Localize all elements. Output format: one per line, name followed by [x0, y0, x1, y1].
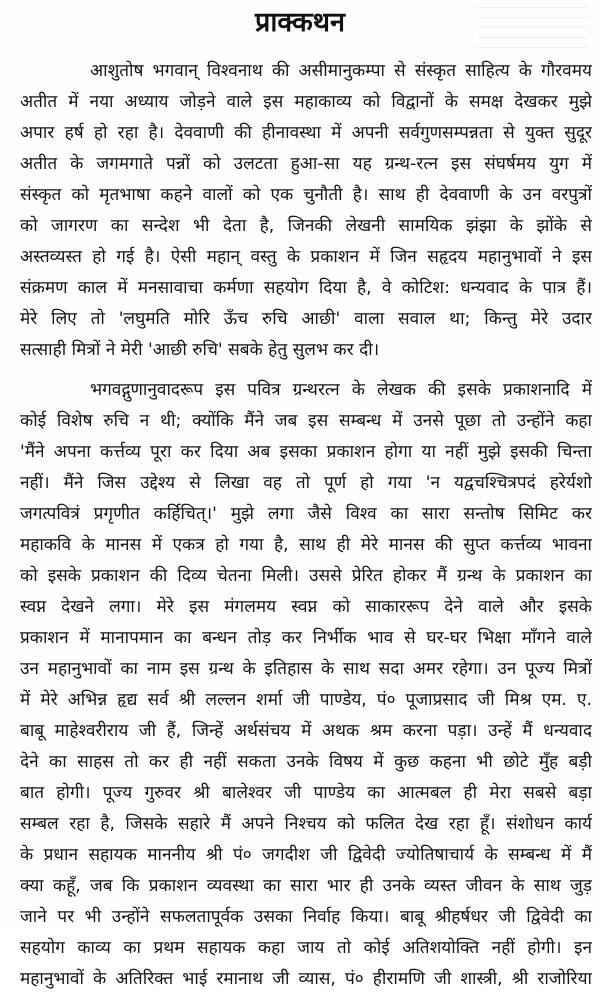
text-line: बात होगी। पूज्य गुरुवर श्री बालेश्वर जी पाण्डेय का आत्मबल ही मेरा सबसे बड़ा	[20, 783, 592, 803]
text-line: अस्तव्यस्त हो गई है। ऐसी महान् वस्तु के प्रकाशन में जिन सहृदय महानुभावों ने इस	[20, 247, 592, 267]
text-line: महाकवि के मानस में एकत्र हो गया है, साथ ही मेरे मानस की सुप्त कर्त्तव्य भावना	[20, 535, 592, 555]
text-line: जाने पर भी उन्होंने सफलतापूर्वक उसका निर्वाह किया। बाबू श्रीहर्षधर जी द्विवेदी का	[20, 907, 592, 927]
text-line: प्रकाशन में मानापमान का बन्धन तोड़ कर निर्भीक भाव से घर-घर भिक्षा माँगने वाले	[20, 628, 592, 648]
paragraph-gap	[20, 366, 592, 375]
text-line: संस्कृत को मृतभाषा कहने वालों को एक चुनौती है। साथ ही देववाणी के उन वरपुत्रों	[20, 185, 592, 205]
text-line: जगत्पवित्रं प्रगृणीत कर्हिचित्।' मुझे लगा जैसे विश्व का सारा सन्तोष सिमिट कर	[20, 504, 592, 524]
text-line: महानुभावों के अतिरिक्त भाई रमानाथ जी व्यास, पं० हीरामणि जी शास्त्री, श्री राजोरिया	[20, 969, 592, 989]
text-line: क्या कहूँ, जब कि प्रकाशन व्यवस्था का सारा भार ही उनके व्यस्त जीवन के साथ जुड़	[20, 876, 592, 896]
body-text	[20, 56, 592, 995]
text-line: सहयोग काव्य का प्रथम सहायक कहा जाय तो कोई अतिशयोक्ति नहीं होगी। इन	[20, 938, 592, 958]
text-line: अतीत के जगमगाते पन्नों को उलटता हुआ-सा यह ग्रन्थ-रत्न इस संघर्षमय युग में	[20, 154, 592, 174]
text-line: 'मैंने अपना कर्त्तव्य पूरा कर दिया अब इसका प्रकाशन होगा या नहीं मुझे इसकी चिन्ता	[20, 442, 592, 462]
text-line: भगवद्गुणानुवादरूप इस पवित्र ग्रन्थरत्न के लेखक की इसके प्रकाशनादि में	[90, 380, 592, 400]
text-line: मेरे लिए तो 'लघुमति मोरि ऊँच रुचि आछी' वाला सवाल था; किन्तु मेरे उदार	[20, 309, 592, 329]
text-line: सत्साही मित्रों ने मेरी 'आछी रुचि' सबके हेतु सुलभ कर दी।	[20, 340, 380, 360]
text-line: को जागरण का सन्देश भी देता है, जिनकी लेखनी सामयिक झंझा के झोंके से	[20, 216, 592, 236]
text-line: स्वप्न देखने लगा। मेरे इस मंगलमय स्वप्न को साकाररूप देने वाले और इसके	[20, 597, 592, 617]
text-line: अपार हर्ष हो रहा है। देववाणी की हीनावस्था में अपनी सर्वगुणसम्पन्नता से युक्त सुदूर	[20, 123, 592, 143]
text-line: के प्रधान सहायक माननीय श्री पं० जगदीश जी द्विवेदी ज्योतिषाचार्य के सम्बन्ध में मैं	[20, 845, 592, 865]
text-line: उन महानुभावों का नाम इस ग्रन्थ के इतिहास के साथ सदा अमर रहेगा। उन पूज्य मित्रों	[20, 659, 592, 679]
text-line: नहीं। मैंने जिस उद्देश्य से लिखा वह तो पूर्ण हो गया 'न यद्वचश्चित्रपदं हरेर्यशो	[20, 473, 592, 493]
text-line: संक्रमण काल में मनसावाचा कर्मणा सहयोग दिया है, वे कोटिश: धन्यवाद के पात्र हैं।	[20, 278, 592, 298]
text-line: कोई विशेष रुचि न थी; क्योंकि मैंने जब इस सम्बन्ध में उनसे पूछा तो उन्होंने कहा	[20, 411, 592, 431]
text-line: में मेरे अभिन्न हृद्य सर्व श्री लल्लन शर्मा जी पाण्डेय, पं० पूजाप्रसाद जी मिश्र एम. ए.	[20, 690, 592, 710]
text-line: सम्बल रहा है, जिसके सहारे मैं अपने निश्चय को फलित देख रहा हूँ। संशोधन कार्य	[20, 814, 592, 834]
page-title: प्राक्कथन	[254, 7, 346, 38]
text-line: अतीत में नया अध्याय जोड़ने वाले इस महाकाव्य को विद्वानों के समक्ष देखकर मुझे	[20, 92, 592, 112]
text-line: बाबू माहेश्वरीराय जी हैं, जिन्हें अर्थसंचय में अथक श्रम करना पड़ा। उन्हें मैं धन्यवाद	[20, 721, 592, 741]
text-line: देने का साहस तो कर ही नहीं सकता उनके विषय में कुछ कहना भी छोटे मुँह बड़ी	[20, 752, 592, 772]
text-line: आशुतोष भगवान् विश्वनाथ की असीमानुकम्पा से संस्कृत साहित्य के गौरवमय	[90, 61, 592, 81]
text-line: को इसके प्रकाशन की दिव्य चेतना मिली। उससे प्रेरित होकर मैं ग्रन्थ के प्रकाशन का	[20, 566, 592, 586]
